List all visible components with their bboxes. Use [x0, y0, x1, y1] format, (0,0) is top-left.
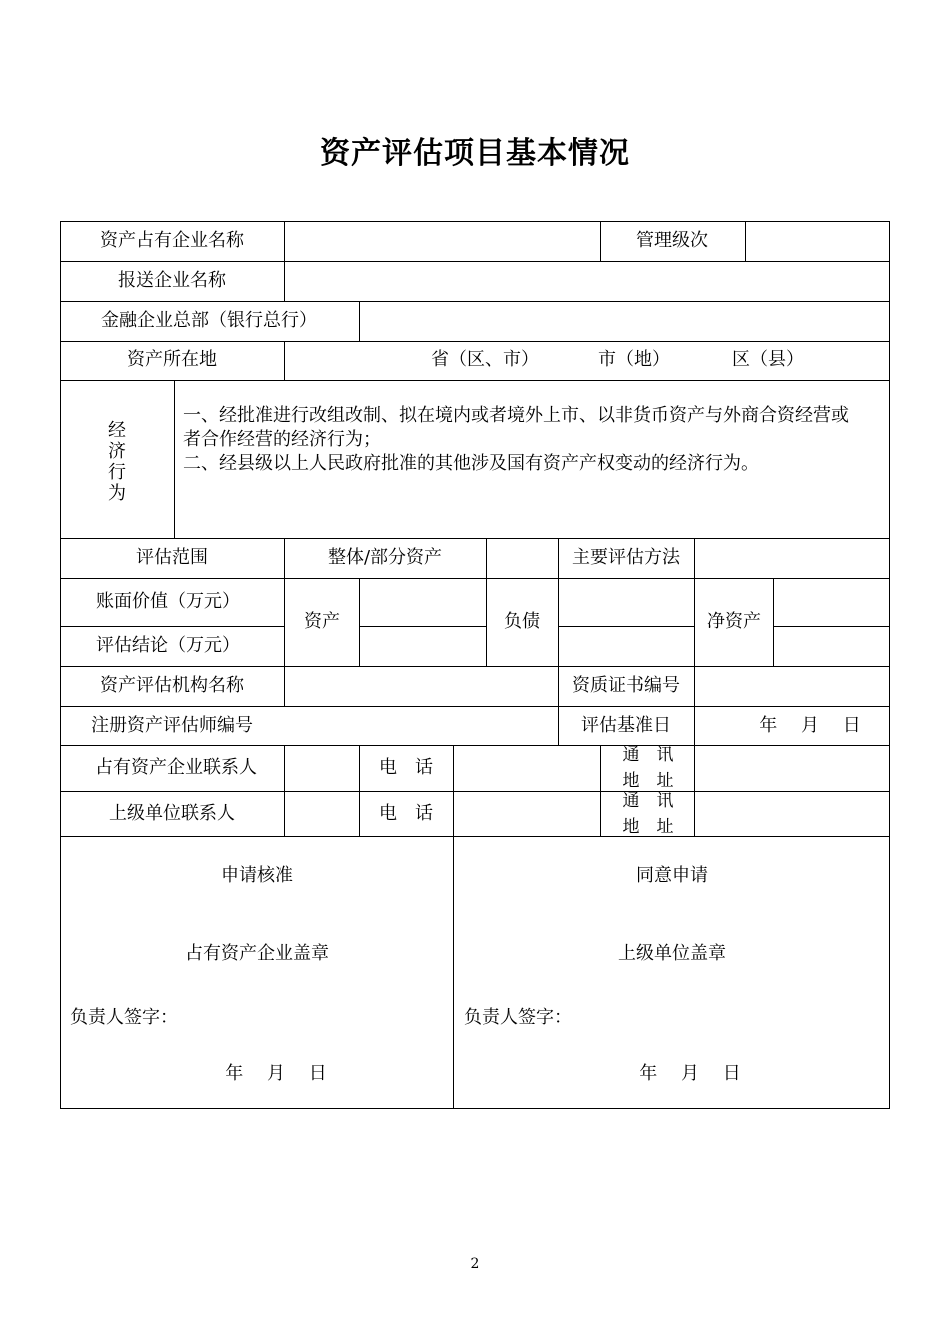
left-signature-label: 负责人签字： — [70, 1007, 178, 1028]
address-label-top: 通 讯 — [622, 791, 674, 811]
table-border-left — [60, 221, 61, 1109]
col-divider — [284, 538, 285, 706]
address-label-top: 通 讯 — [622, 745, 674, 765]
col-divider — [558, 578, 559, 666]
col-divider — [486, 538, 487, 666]
col-divider — [359, 745, 360, 836]
right-signature-label: 负责人签字： — [464, 1007, 572, 1028]
row-divider — [60, 791, 890, 792]
main-method-label: 主要评估方法 — [572, 547, 680, 568]
whole-partial-label: 整体/部分资产 — [327, 547, 443, 568]
row-divider — [60, 836, 890, 837]
financial-hq-label: 金融企业总部（银行总行） — [101, 310, 317, 331]
asset-location-label: 资产所在地 — [127, 349, 217, 370]
col-divider — [600, 221, 601, 261]
row-divider — [60, 261, 890, 262]
col-divider — [284, 745, 285, 836]
col-divider — [694, 745, 695, 836]
right-date-label: 年 月 日 — [639, 1063, 741, 1084]
row-divider — [60, 706, 890, 707]
col-divider — [694, 538, 695, 578]
agree-application-heading: 同意申请 — [636, 865, 708, 886]
address-label-bottom: 地 址 — [622, 771, 674, 791]
superior-contact-label: 上级单位联系人 — [109, 803, 235, 824]
qualification-no-label: 资质证书编号 — [572, 675, 680, 696]
row-divider — [60, 745, 890, 746]
col-divider — [284, 341, 285, 380]
table-border-top — [60, 221, 890, 222]
economic-behavior-line: 者合作经营的经济行为； — [183, 429, 381, 450]
row-divider — [60, 380, 890, 381]
base-date-label: 评估基准日 — [581, 715, 671, 736]
book-value-label: 账面价值（万元） — [96, 591, 240, 612]
management-level-label: 管理级次 — [636, 230, 708, 251]
phone-label: 电 话 — [379, 757, 433, 778]
phone-label: 电 话 — [379, 803, 433, 824]
row-divider — [60, 626, 284, 627]
col-divider — [773, 578, 774, 666]
row-divider — [558, 626, 694, 627]
table-border-bottom — [60, 1108, 890, 1109]
economic-behavior-line: 一、经批准进行改组改制、拟在境内或者境外上市、以非货币资产与外商合资经营或 — [183, 405, 849, 426]
col-divider — [600, 745, 601, 836]
owner-seal-label: 占有资产企业盖章 — [185, 943, 329, 964]
col-divider — [745, 221, 746, 261]
table-border-right — [889, 221, 890, 1109]
col-divider — [359, 301, 360, 341]
col-divider — [359, 578, 360, 666]
left-date-label: 年 月 日 — [225, 1063, 327, 1084]
city-label: 市（地） — [598, 349, 670, 370]
address-label — [613, 742, 683, 794]
row-divider — [60, 666, 890, 667]
col-divider — [558, 538, 559, 578]
county-label: 区（县） — [732, 349, 804, 370]
page-number: 2 — [470, 1256, 480, 1272]
enterprise-name-label: 资产占有企业名称 — [100, 230, 244, 251]
base-date-value: 年 月 日 — [759, 715, 861, 736]
appraiser-no-label: 注册资产评估师编号 — [91, 715, 253, 736]
net-assets-label: 净资产 — [707, 611, 761, 632]
province-label: 省（区、市） — [431, 349, 539, 370]
assets-label: 资产 — [304, 611, 340, 632]
economic-behavior-label: 经济行为 — [108, 420, 126, 504]
owner-contact-label: 占有资产企业联系人 — [95, 757, 257, 778]
apply-approval-heading: 申请核准 — [221, 865, 293, 886]
economic-behavior-line: 二、经县级以上人民政府批准的其他涉及国有资产产权变动的经济行为。 — [183, 453, 759, 474]
agency-name-label: 资产评估机构名称 — [100, 675, 244, 696]
page-title: 资产评估项目基本情况 — [320, 136, 630, 171]
reporting-enterprise-label: 报送企业名称 — [118, 270, 226, 291]
row-divider — [60, 538, 890, 539]
superior-seal-label: 上级单位盖章 — [618, 943, 726, 964]
row-divider — [359, 626, 486, 627]
evaluation-result-label: 评估结论（万元） — [96, 635, 240, 656]
col-divider — [284, 221, 285, 301]
liabilities-label: 负债 — [504, 611, 540, 632]
col-divider — [694, 578, 695, 666]
row-divider — [60, 578, 890, 579]
address-label — [613, 788, 683, 840]
economic-behavior-text — [183, 404, 883, 476]
address-label-bottom: 地 址 — [622, 817, 674, 837]
col-divider — [558, 666, 559, 746]
row-divider — [773, 626, 890, 627]
row-divider — [60, 341, 890, 342]
col-divider — [694, 666, 695, 746]
col-divider — [453, 745, 454, 1109]
col-divider — [174, 380, 175, 538]
row-divider — [60, 301, 890, 302]
evaluation-scope-label: 评估范围 — [136, 547, 208, 568]
